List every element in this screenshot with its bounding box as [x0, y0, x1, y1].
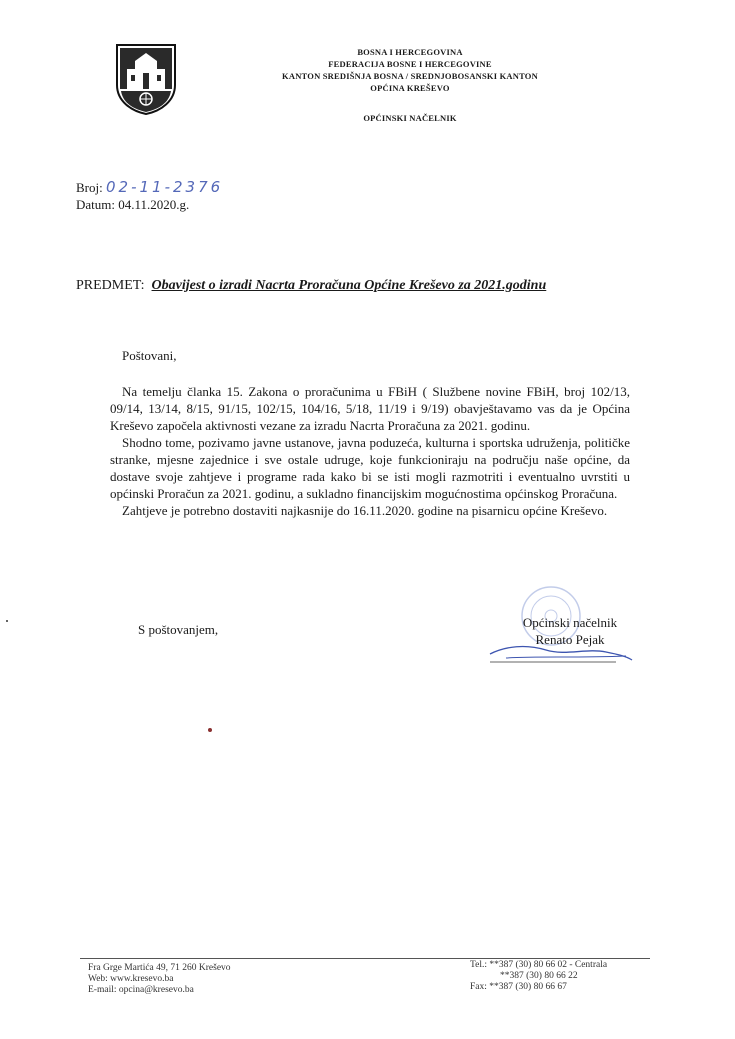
letterhead-line-3: KANTON SREDIŠNJA BOSNA / SREDNJOBOSANSKI KANTON — [282, 71, 538, 81]
office-title: OPĆINSKI NAČELNIK — [363, 113, 457, 123]
handwritten-number: 02-11-2376 — [105, 178, 224, 196]
footer-divider — [80, 958, 650, 959]
footer-address-line: Fra Grge Martića 49, 71 260 Kreševo — [88, 963, 231, 973]
footer-web: Web: www.kresevo.ba — [88, 974, 174, 984]
letterhead-line-1: BOSNA I HERCEGOVINA — [357, 47, 463, 57]
date-label: Datum: — [76, 197, 115, 212]
handwritten-signature — [486, 636, 636, 666]
letterhead — [230, 46, 590, 94]
salutation-text: Poštovani, — [122, 348, 177, 363]
salutation — [110, 347, 630, 364]
closing: S poštovanjem, — [138, 622, 219, 637]
ink-speck — [6, 620, 8, 622]
letterhead-line-2: FEDERACIJA BOSNE I HERCEGOVINE — [328, 59, 492, 69]
signatory-name: Renato Pejak — [535, 632, 605, 647]
subject-title: Obavijest o izradi Nacrta Proračuna Općine Kreševo za 2021.godinu — [151, 278, 547, 293]
letterhead-line-4: OPĆINA KREŠEVO — [370, 83, 450, 93]
date-value: 04.11.2020.g. — [118, 197, 190, 212]
paragraph-2: Shodno tome, pozivamo javne ustanove, javna poduzeća, kulturna i sportska udruženja, političke stranke, mjesne zajednice i sve ostale udruge, koje funkcioniraju na području naše općine, da dostave svoje zahtjeve i programe rada kako bi se isti mogli razmotriti i eventualno uvrstiti u općinski Proračun za 2021. godinu, a sukladno financijskim mogućnostima općinskog Proračuna. — [110, 435, 630, 501]
paragraph-3: Zahtjeve je potrebno dostaviti najkasnije do 16.11.2020. godine na pisarnicu općine Kreševo. — [122, 503, 608, 518]
number-label: Broj: — [76, 180, 103, 195]
footer-address — [88, 963, 231, 996]
ink-speck — [208, 728, 212, 732]
footer-fax: Fax: **387 (30) 80 66 67 — [470, 982, 567, 992]
reference-number — [76, 178, 223, 196]
subject-label: PREDMET: — [76, 278, 145, 293]
subject-line — [76, 278, 546, 294]
footer-tel: Tel.: **387 (30) 80 66 02 - Centrala — [470, 960, 608, 970]
paragraph-1: Na temelju članka 15. Zakona o proračunima u FBiH ( Službene novine FBiH, broj 102/13, 09/14, 13/14, 8/15, 91/15, 102/15, 104/16, 5/18, 11/19 i 9/19) obavještavamo vas da je Općina Kreševo započela aktivnosti vezane za izradu Nacrta Proračuna za 2021. godinu. — [110, 384, 630, 433]
footer-email: E-mail: opcina@kresevo.ba — [88, 985, 194, 995]
document-date — [76, 197, 189, 213]
footer-contact — [470, 960, 607, 993]
footer-tel-2: **387 (30) 80 66 22 — [500, 971, 578, 981]
letter-body — [110, 383, 630, 519]
municipality-crest-logo — [115, 43, 177, 115]
signatory-title: Općinski načelnik — [522, 615, 618, 630]
